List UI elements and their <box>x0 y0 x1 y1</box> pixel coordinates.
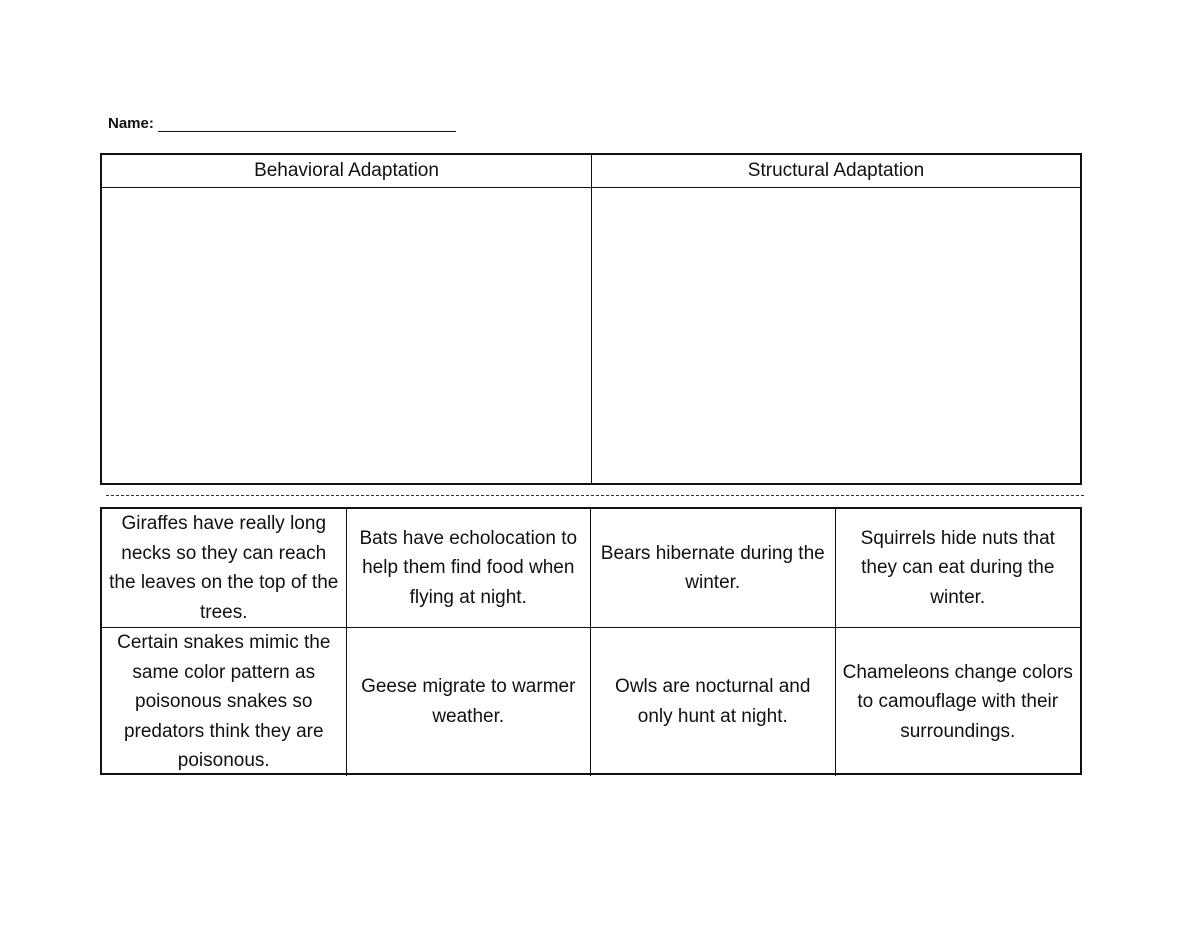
structural-drop-area[interactable] <box>592 188 1080 483</box>
name-blank-line[interactable] <box>158 113 456 132</box>
behavioral-drop-area[interactable] <box>102 188 592 483</box>
sort-table <box>100 153 1082 485</box>
card-bats[interactable]: Bats have echolocation to help them find food when flying at night. <box>347 509 592 628</box>
card-squirrels[interactable]: Squirrels hide nuts that they can eat during the winter. <box>836 509 1081 628</box>
card-giraffes[interactable]: Giraffes have really long necks so they can reach the leaves on the top of the trees. <box>102 509 347 628</box>
cut-line <box>106 495 1084 496</box>
card-bears[interactable]: Bears hibernate during the winter. <box>591 509 836 628</box>
card-owls[interactable]: Owls are nocturnal and only hunt at night. <box>591 628 836 776</box>
card-geese[interactable]: Geese migrate to warmer weather. <box>347 628 592 776</box>
card-chameleons[interactable]: Chameleons change colors to camouflage with their surroundings. <box>842 661 1073 742</box>
card-snakes[interactable]: Certain snakes mimic the same color pattern as poisonous snakes so predators think they are poisonous. <box>102 628 347 776</box>
name-field <box>108 110 456 132</box>
header-behavioral-adaptation: Behavioral Adaptation <box>102 155 592 188</box>
header-structural-adaptation: Structural Adaptation <box>592 155 1080 188</box>
name-label: Name: <box>108 115 154 132</box>
adaptation-cards-grid <box>100 507 1082 775</box>
